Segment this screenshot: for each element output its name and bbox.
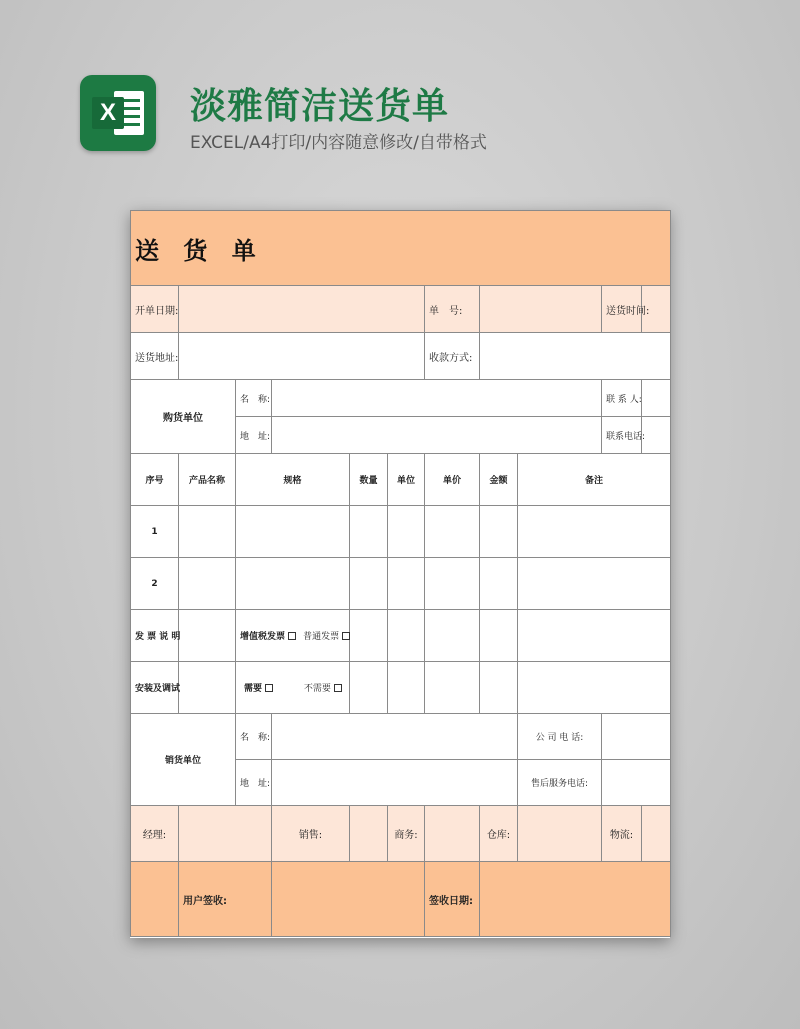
row-index: 2 <box>131 558 179 610</box>
payment-method-label: 收款方式: <box>425 333 480 380</box>
delivery-address-field[interactable] <box>179 333 425 380</box>
remark-cell[interactable] <box>518 558 671 610</box>
invoice-remark-cell[interactable] <box>518 610 671 662</box>
col-unit: 单位 <box>388 454 425 506</box>
page-header <box>0 0 800 180</box>
no-need-label: 不需要 <box>303 684 331 694</box>
page-title: 淡雅简洁送货单 <box>190 86 450 127</box>
sales-field[interactable] <box>350 806 388 862</box>
signoff-row <box>131 806 671 862</box>
logistics-field[interactable] <box>642 806 671 862</box>
quantity-cell[interactable] <box>350 506 388 558</box>
buyer-phone-field[interactable] <box>642 417 671 454</box>
unit-price-cell[interactable] <box>425 558 480 610</box>
invoice-empty-cell <box>179 610 236 662</box>
delivery-address-label: 送货地址: <box>131 333 179 380</box>
seller-phone-field[interactable] <box>602 714 671 760</box>
seller-name-label: 名 称: <box>236 714 272 760</box>
manager-field[interactable] <box>179 806 272 862</box>
install-price-cell[interactable] <box>425 662 480 714</box>
invoice-amount-cell[interactable] <box>480 610 518 662</box>
business-field[interactable] <box>425 806 480 862</box>
install-label: 安装及调试 <box>131 662 179 714</box>
amount-cell[interactable] <box>480 506 518 558</box>
invoice-unit-cell[interactable] <box>388 610 425 662</box>
column-header-row <box>131 454 671 506</box>
table-row <box>131 506 671 558</box>
unit-cell[interactable] <box>388 506 425 558</box>
sign-row <box>131 862 671 937</box>
col-amount: 金额 <box>480 454 518 506</box>
invoice-label: 发 票 说 明 <box>131 610 179 662</box>
buyer-address-label: 地 址: <box>236 417 272 454</box>
vat-invoice-label: 增值税发票 <box>240 632 286 642</box>
buyer-name-field[interactable] <box>272 380 602 417</box>
seller-name-field[interactable] <box>272 714 518 760</box>
sign-date-field[interactable] <box>480 862 671 937</box>
col-quantity: 数量 <box>350 454 388 506</box>
buyer-contact-label: 联 系 人: <box>602 380 642 417</box>
business-label: 商务: <box>388 806 425 862</box>
invoice-options <box>236 610 350 662</box>
col-index: 序号 <box>131 454 179 506</box>
excel-icon <box>80 75 156 151</box>
warehouse-label: 仓库: <box>480 806 518 862</box>
buyer-phone-label: 联系电话: <box>602 417 642 454</box>
seller-section-label: 销货单位 <box>131 714 236 806</box>
user-sign-field[interactable] <box>272 862 425 937</box>
install-amount-cell[interactable] <box>480 662 518 714</box>
install-options <box>236 662 350 714</box>
seller-address-field[interactable] <box>272 760 518 806</box>
form-title: 送 货 单 <box>131 211 671 286</box>
invoice-row <box>131 610 671 662</box>
col-product-name: 产品名称 <box>179 454 236 506</box>
seller-service-phone-field[interactable] <box>602 760 671 806</box>
seller-name-row <box>131 714 671 760</box>
invoice-quantity-cell[interactable] <box>350 610 388 662</box>
warehouse-field[interactable] <box>518 806 602 862</box>
no-need-checkbox[interactable] <box>334 684 342 692</box>
delivery-form-table <box>130 210 671 937</box>
amount-cell[interactable] <box>480 558 518 610</box>
manager-label: 经理: <box>131 806 179 862</box>
install-remark-cell[interactable] <box>518 662 671 714</box>
address-row <box>131 333 671 380</box>
order-no-field[interactable] <box>480 286 602 333</box>
sign-date-label: 签收日期: <box>425 862 480 937</box>
vat-invoice-checkbox[interactable] <box>288 632 296 640</box>
col-spec: 规格 <box>236 454 350 506</box>
row-index: 1 <box>131 506 179 558</box>
delivery-time-label: 送货时间: <box>602 286 642 333</box>
seller-phone-label: 公 司 电 话: <box>518 714 602 760</box>
title-row <box>131 211 671 286</box>
order-date-field[interactable] <box>179 286 425 333</box>
quantity-cell[interactable] <box>350 558 388 610</box>
unit-price-cell[interactable] <box>425 506 480 558</box>
buyer-address-field[interactable] <box>272 417 602 454</box>
buyer-section-label: 购货单位 <box>131 380 236 454</box>
spec-cell[interactable] <box>236 558 350 610</box>
buyer-name-row <box>131 380 671 417</box>
product-name-cell[interactable] <box>179 558 236 610</box>
user-sign-label: 用户签收: <box>179 862 272 937</box>
payment-method-field[interactable] <box>480 333 671 380</box>
order-date-label: 开单日期: <box>131 286 179 333</box>
remark-cell[interactable] <box>518 506 671 558</box>
table-row <box>131 558 671 610</box>
install-quantity-cell[interactable] <box>350 662 388 714</box>
sign-empty-cell <box>131 862 179 937</box>
seller-service-phone-label: 售后服务电话: <box>518 760 602 806</box>
install-row <box>131 662 671 714</box>
buyer-name-label: 名 称: <box>236 380 272 417</box>
normal-invoice-label: 普通发票 <box>303 632 340 642</box>
install-unit-cell[interactable] <box>388 662 425 714</box>
need-label: 需要 <box>244 684 263 694</box>
col-remark: 备注 <box>518 454 671 506</box>
excel-letter: X <box>92 97 124 129</box>
buyer-contact-field[interactable] <box>642 380 671 417</box>
logistics-label: 物流: <box>602 806 642 862</box>
order-no-label: 单 号: <box>425 286 480 333</box>
seller-address-label: 地 址: <box>236 760 272 806</box>
need-checkbox[interactable] <box>265 684 273 692</box>
sales-label: 销售: <box>272 806 350 862</box>
col-unit-price: 单价 <box>425 454 480 506</box>
product-name-cell[interactable] <box>179 506 236 558</box>
install-empty-cell <box>179 662 236 714</box>
normal-invoice-checkbox[interactable] <box>342 632 350 640</box>
order-info-row <box>131 286 671 333</box>
spec-cell[interactable] <box>236 506 350 558</box>
delivery-form-sheet <box>130 210 670 938</box>
invoice-price-cell[interactable] <box>425 610 480 662</box>
unit-cell[interactable] <box>388 558 425 610</box>
page-subtitle: EXCEL/A4打印/内容随意修改/自带格式 <box>190 133 487 153</box>
